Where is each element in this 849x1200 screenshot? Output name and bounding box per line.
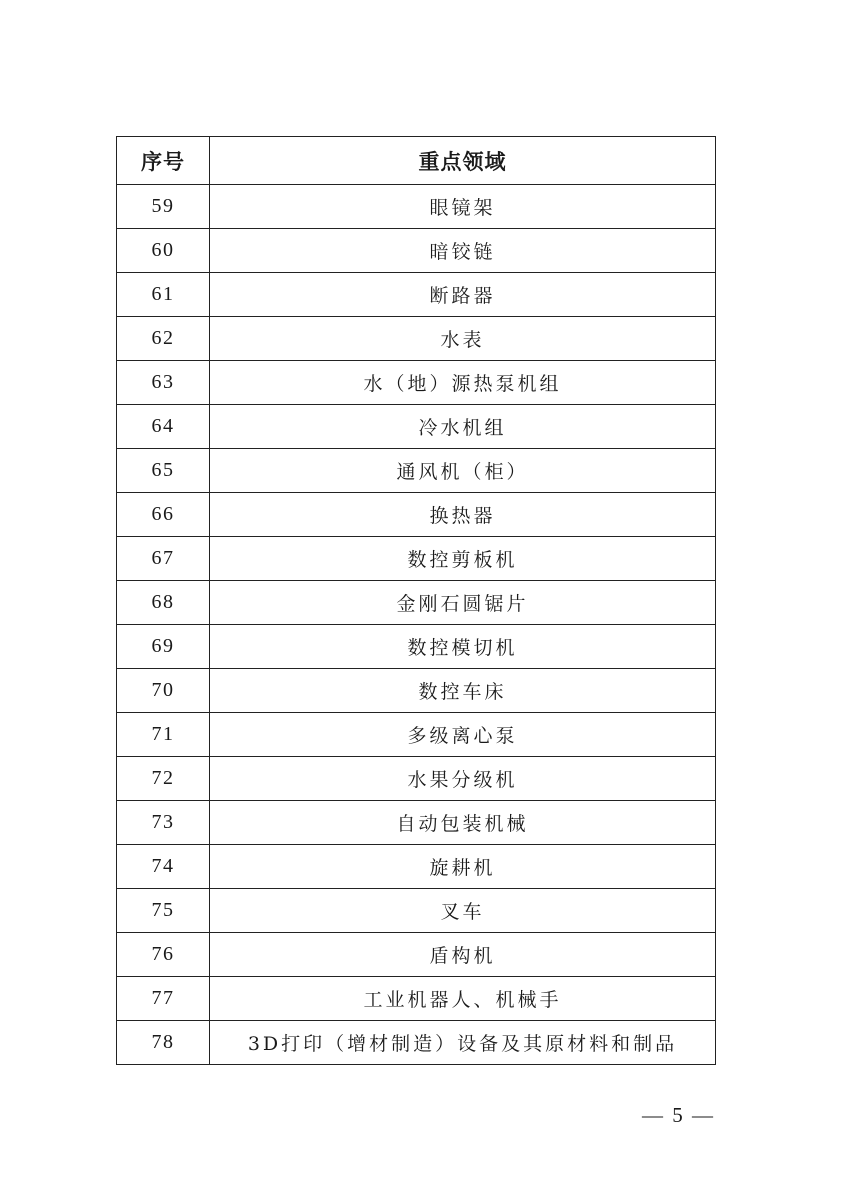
table-row <box>117 933 716 977</box>
row-number-cell: 62 <box>117 317 210 361</box>
table-row <box>117 493 716 537</box>
row-field-cell: 眼镜架 <box>210 185 716 229</box>
row-field-cell: 水果分级机 <box>210 757 716 801</box>
row-field-cell: 换热器 <box>210 493 716 537</box>
row-field-cell: 盾构机 <box>210 933 716 977</box>
row-field-cell: 水表 <box>210 317 716 361</box>
row-field-cell: 断路器 <box>210 273 716 317</box>
table-header-row <box>117 137 716 185</box>
key-fields-table <box>116 136 716 1065</box>
row-number-cell: 61 <box>117 273 210 317</box>
table-row <box>117 1021 716 1065</box>
table-row <box>117 713 716 757</box>
row-number-cell: 60 <box>117 229 210 273</box>
row-number-cell: 72 <box>117 757 210 801</box>
row-field-cell: 冷水机组 <box>210 405 716 449</box>
row-number-cell: 68 <box>117 581 210 625</box>
row-number-cell: 75 <box>117 889 210 933</box>
table-row <box>117 537 716 581</box>
table-row <box>117 889 716 933</box>
row-field-cell: 旋耕机 <box>210 845 716 889</box>
row-number-cell: 59 <box>117 185 210 229</box>
table-row <box>117 449 716 493</box>
row-number-cell: 76 <box>117 933 210 977</box>
row-field-cell: 数控车床 <box>210 669 716 713</box>
row-field-cell: 数控模切机 <box>210 625 716 669</box>
row-number-cell: 78 <box>117 1021 210 1065</box>
table-row <box>117 185 716 229</box>
row-number-cell: 70 <box>117 669 210 713</box>
row-field-cell: 水（地）源热泵机组 <box>210 361 716 405</box>
table-row <box>117 669 716 713</box>
row-field-cell: 通风机（柜） <box>210 449 716 493</box>
row-field-cell: 3D打印（增材制造）设备及其原材料和制品 <box>210 1021 716 1065</box>
row-field-cell: 工业机器人、机械手 <box>210 977 716 1021</box>
column-header-field: 重点领域 <box>210 137 716 185</box>
row-number-cell: 63 <box>117 361 210 405</box>
page-number: — 5 — <box>642 1103 715 1127</box>
row-field-cell: 叉车 <box>210 889 716 933</box>
row-number-cell: 77 <box>117 977 210 1021</box>
table-row <box>117 405 716 449</box>
row-number-cell: 64 <box>117 405 210 449</box>
row-number-cell: 74 <box>117 845 210 889</box>
row-number-cell: 73 <box>117 801 210 845</box>
table-row <box>117 845 716 889</box>
table-row <box>117 317 716 361</box>
column-header-number: 序号 <box>117 137 210 185</box>
table-row <box>117 801 716 845</box>
row-number-cell: 71 <box>117 713 210 757</box>
row-field-cell: 自动包装机械 <box>210 801 716 845</box>
table-row <box>117 625 716 669</box>
row-number-cell: 66 <box>117 493 210 537</box>
row-number-cell: 65 <box>117 449 210 493</box>
table-body <box>117 185 716 1065</box>
table-row <box>117 977 716 1021</box>
row-field-cell: 暗铰链 <box>210 229 716 273</box>
row-number-cell: 67 <box>117 537 210 581</box>
table-row <box>117 361 716 405</box>
table-row <box>117 581 716 625</box>
row-field-cell: 金刚石圆锯片 <box>210 581 716 625</box>
table-row <box>117 229 716 273</box>
row-field-cell: 多级离心泵 <box>210 713 716 757</box>
table-row <box>117 757 716 801</box>
row-field-cell: 数控剪板机 <box>210 537 716 581</box>
row-number-cell: 69 <box>117 625 210 669</box>
table-row <box>117 273 716 317</box>
